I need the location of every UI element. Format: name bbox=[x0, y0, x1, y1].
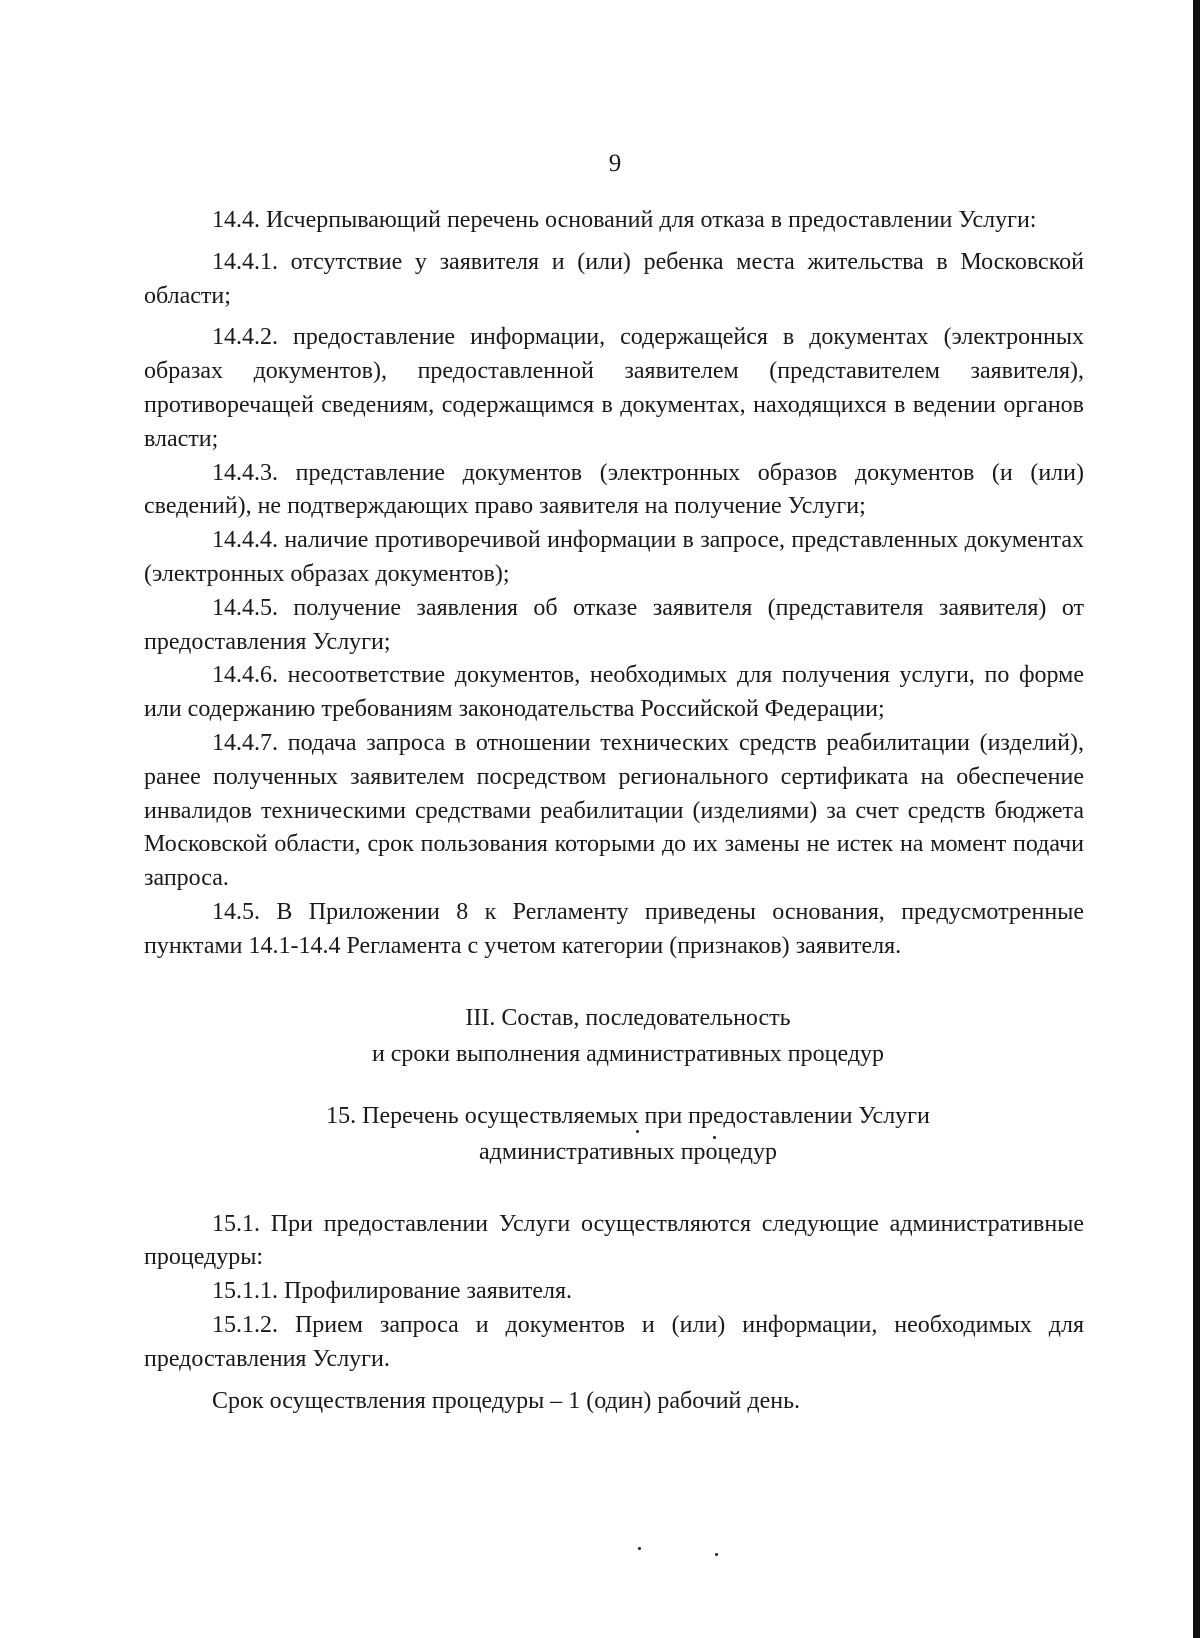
section-heading-line-2: и сроки выполнения административных процедур bbox=[371, 1040, 885, 1067]
paragraph-14-5: 14.5. В Приложении 8 к Регламенту приведены основания, предусмотренные пунктами 14.1-14.4 Регламента с учетом категории (признаков) заявителя. bbox=[144, 898, 1084, 959]
paragraph-14-4-4: 14.4.4. наличие противоречивой информации в запросе, представленных документах (электронных образах документов); bbox=[144, 527, 1084, 587]
paragraph-14-4-6: 14.4.6. несоответствие документов, необходимых для получения услуги, по форме или содержанию требованиям законодательства Российской Федерации; bbox=[144, 662, 1084, 723]
paragraph-14-4: 14.4. Исчерпывающий перечень оснований для отказа в предоставлении Услуги: bbox=[212, 207, 1037, 233]
section-heading-line-1: III. Состав, последовательность bbox=[465, 1004, 791, 1031]
scan-edge bbox=[1193, 0, 1200, 1638]
paragraph-procedure-term: Срок осуществления процедуры – 1 (один) рабочий день. bbox=[212, 1387, 801, 1414]
subsection-heading bbox=[144, 1098, 1084, 1170]
paragraph-14-4-3: 14.4.3. представление документов (электронных образов документов (и (или) сведений), не подтверждающих право заявителя на получение Услуги; bbox=[144, 459, 1084, 520]
scan-speck bbox=[715, 1553, 718, 1556]
section-heading bbox=[144, 1000, 1084, 1072]
scan-speck bbox=[638, 1547, 641, 1550]
paragraph-15-1-2: 15.1.2. Прием запроса и документов и (или) информации, необходимых для предоставления Услуги. bbox=[144, 1311, 1084, 1372]
paragraph-14-4-1: 14.4.1. отсутствие у заявителя и (или) ребенка места жительства в Московской области; bbox=[144, 248, 1084, 309]
subsection-heading-line-1: 15. Перечень осуществляемых при предоставлении Услуги bbox=[326, 1102, 930, 1129]
document-body bbox=[144, 204, 1084, 1418]
subsection-heading-line-2: административных процедур bbox=[479, 1138, 777, 1165]
paragraph-14-4-7: 14.4.7. подача запроса в отношении технических средств реабилитации (изделий), ранее полученных заявителем посредством регионального сертификата на обеспечение инвалидов техническими средствами реабилитации (изделиями) за счет средств бюджета Московской области, срок пользования которыми до их замены не истек на момент подачи запроса. bbox=[144, 729, 1084, 892]
page-number: 9 bbox=[608, 150, 622, 177]
paragraph-15-1-1: 15.1.1. Профилирование заявителя. bbox=[212, 1278, 573, 1305]
paragraph-14-4-2: 14.4.2. предоставление информации, содержащейся в документах (электронных образах документов), предоставленной заявителем (представителем заявителя), противоречащей сведениям, содержащимся в документах, находящихся в ведении органов власти; bbox=[144, 324, 1084, 452]
paragraph-14-4-5: 14.4.5. получение заявления об отказе заявителя (представителя заявителя) от предоставления Услуги; bbox=[144, 594, 1084, 655]
paragraph-15-1: 15.1. При предоставлении Услуги осуществляются следующие административные процедуры: bbox=[144, 1210, 1084, 1271]
